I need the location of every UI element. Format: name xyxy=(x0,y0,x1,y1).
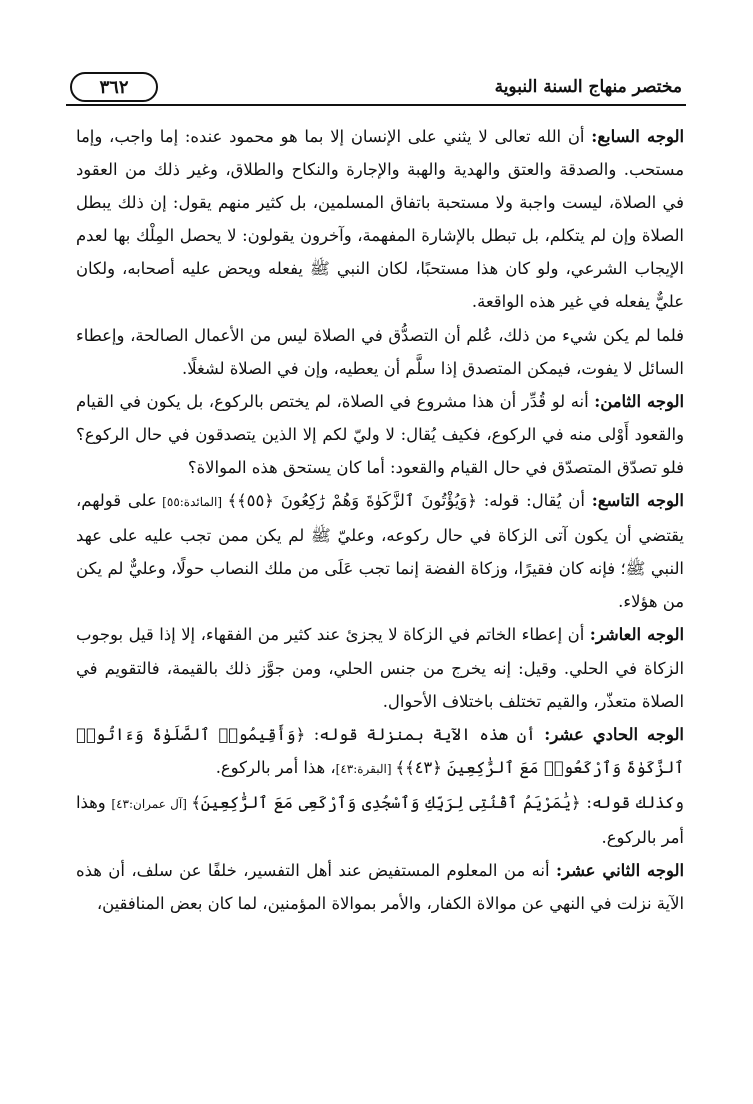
paragraph-text: وهذا أمر بالركوع. xyxy=(76,792,684,847)
quran-verse: ﴿يَٰمَرْيَمُ ٱقْنُتِى لِرَبِّكِ وَٱسْجُدِى وَٱرْكَعِى مَعَ ٱلرَّٰكِعِينَ﴾ xyxy=(191,792,581,812)
paragraph-wajh-8 xyxy=(76,385,684,484)
verse-reference: [البقرة:٤٣] xyxy=(335,761,396,776)
paragraph-text: أن هذه الآية بمنزلة قوله: xyxy=(305,724,545,744)
paragraph-text: أن الله تعالى لا يثني على الإنسان إلا بما هو محمود عنده: إما واجب، وإما مستحب. والصدقة والعتق والهدية والهبة والإجارة والنكاح والطلاق، وغير ذلك من العقود في الصلاة، ليست واجبة ولا مستحبة باتفاق المسلمين، بل كثير منهم يقول: إن ذلك يبطل الصلاة وإن لم يتكلم، بل تبطل بالإشارة المفهمة، وآخرون يقولون: لا يحصل المِلْك بها لعدم الإيجاب الشرعي، ولو كان هذا مستحبًا، لكان النبي ﷺ يفعله ويحض عليه أصحابه، ولكان عليٌّ يفعله في غير هذه الواقعة. xyxy=(76,127,684,312)
paragraph-text: أن إعطاء الخاتم في الزكاة لا يجزئ عند كثير من الفقهاء، إلا إذا قيل بوجوب الزكاة في الحلي. وقيل: إنه يخرج من جنس الحلي، ومن جوَّز ذلك بالقيمة، فالتقويم في الصلاة متعذّر، والقيم تختلف باختلاف الأحوال. xyxy=(76,625,684,711)
paragraph-text: وكذلك قوله: xyxy=(580,792,684,812)
paragraph-text: أنه من المعلوم المستفيض عند أهل التفسير، خلفًا عن سلف، أن هذه الآية نزلت في النهي عن موالاة الكفار، والأمر بموالاة المؤمنين، لما كان بعض المنافقين، xyxy=(76,861,684,914)
paragraph-text: أنه لو قُدِّر أن هذا مشروع في الصلاة، لم يختص بالركوع، بل يكون في القيام والقعود أَوْلى منه في الركوع، فكيف يُقال: لا وليّ لكم إلا الذين يتصدقون في حال الركوع؟ فلو تصدّق المتصدّق في حال القيام والقعود: أما كان يستحق هذه الموالاة؟ xyxy=(76,391,684,477)
paragraph-text: على قولهم، يقتضي أن يكون آتى الزكاة في حال ركوعه، وعليّ ﷺ لم يكن ممن تجب عليه على عهد النبي ﷺ؛ فإنه كان فقيرًا، وزكاة الفضة إنما تجب عَلَى من ملك النصاب حولًا، وعليٌّ لم يكن من هؤلاء. xyxy=(76,491,684,612)
paragraph-text: أن يُقال: قوله: xyxy=(476,491,592,511)
verse-reference: [آل عمران:٤٣] xyxy=(111,796,192,811)
section-lead: الوجه التاسع: xyxy=(591,491,684,511)
section-lead: الوجه السابع: xyxy=(591,127,684,146)
paragraph-wajh-11 xyxy=(76,718,684,786)
page-body xyxy=(76,120,684,920)
header-divider xyxy=(66,104,686,106)
quran-verse: ﴿وَيُؤْتُونَ ٱلزَّكَوٰةَ وَهُمْ رَٰكِعُونَ ﴿٥٥﴾﴾ xyxy=(227,491,477,511)
paragraph-wajh-9 xyxy=(76,484,684,618)
paragraph-wajh-12 xyxy=(76,854,684,920)
section-lead: الوجه الحادي عشر: xyxy=(544,724,684,744)
paragraph-maryam-verse xyxy=(76,786,684,854)
paragraph-wajh-10 xyxy=(76,618,684,717)
running-title: مختصر منهاج السنة النبوية xyxy=(494,77,682,97)
paragraph-continuation xyxy=(76,319,684,385)
quran-verse: ﴿وَأَقِيمُوا۟ ٱلصَّلَوٰةَ وَءَاتُوا۟ ٱلزَّكَوٰةَ وَٱرْكَعُوا۟ مَعَ ٱلرَّٰكِعِينَ ﴿٤٣﴾﴾ xyxy=(76,724,684,777)
section-lead: الوجه الثامن: xyxy=(594,391,684,411)
page-header xyxy=(66,70,686,104)
paragraph-wajh-7 xyxy=(76,120,684,319)
page-number: ٣٦٢ xyxy=(70,72,158,102)
section-lead: الوجه العاشر: xyxy=(589,625,685,645)
paragraph-text: فلما لم يكن شيء من ذلك، عُلم أن التصدُّق في الصلاة ليس من الأعمال الصالحة، وإعطاء السائل لا يفوت، فيمكن المتصدق إذا سلَّم أن يعطيه، وإن في الصلاة لشغلًا. xyxy=(76,325,684,378)
section-lead: الوجه الثاني عشر: xyxy=(555,861,684,881)
verse-reference: [المائدة:٥٥] xyxy=(156,495,228,510)
paragraph-text: ، هذا أمر بالركوع. xyxy=(215,757,336,777)
